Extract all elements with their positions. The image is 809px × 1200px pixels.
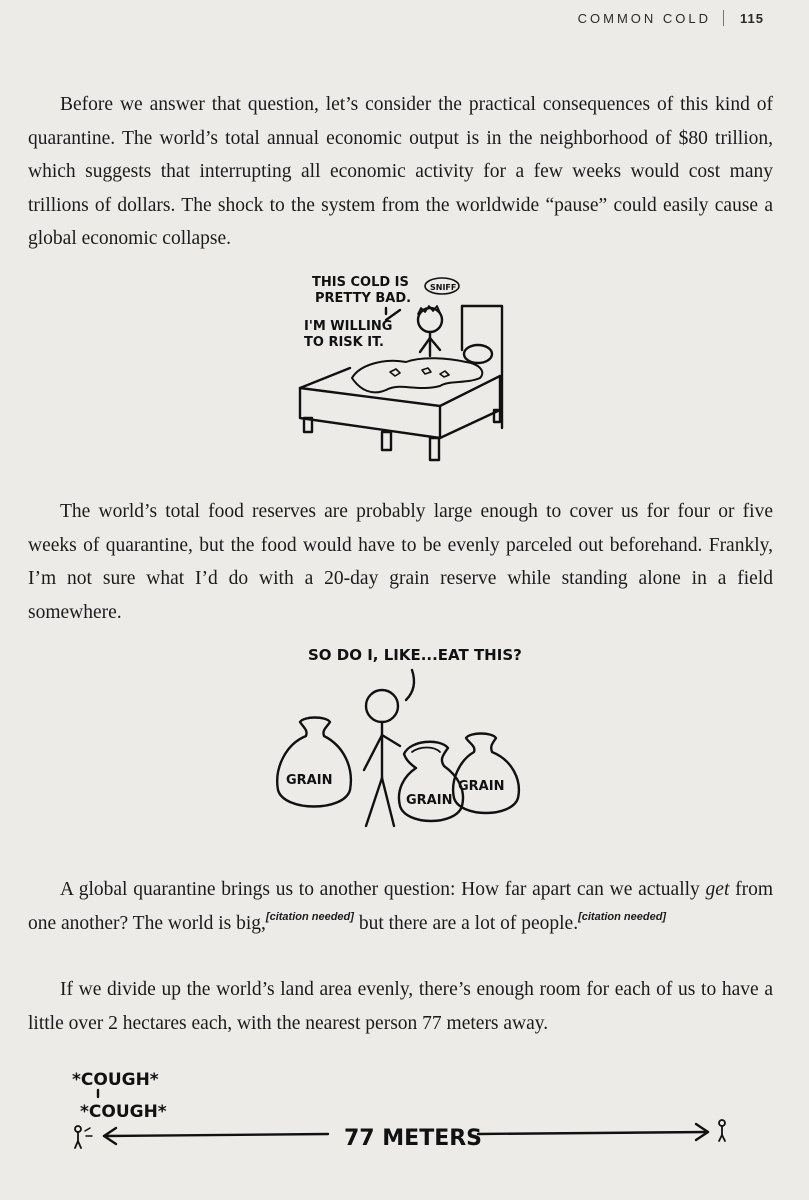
- distance-illustration: [60, 1055, 760, 1165]
- paragraph-text-part1: A global quarantine brings us to another question: How far apart can we actually: [60, 879, 706, 900]
- bed-speech-line2: PRETTY BAD.: [315, 291, 412, 306]
- grain-bag-right-label: GRAIN: [458, 779, 505, 794]
- citation-needed-1: [citation needed]: [265, 910, 354, 923]
- distance-label: 77 METERS: [344, 1126, 483, 1151]
- sniff-sound: SNIFF: [430, 283, 457, 292]
- grain-bag-middle-label: GRAIN: [406, 793, 453, 808]
- running-header: [578, 10, 764, 26]
- paragraph-economic-output: Before we answer that question, let’s consider the practical consequences of this kind of quarantine. The world’s total annual economic output is in the neighborhood of $80 trillion, which suggests that interrupting all economic activity for a few weeks would cost many trillions of dollars. The shock to the system from the worldwide “pause” could easily cause a global economic collapse.: [28, 94, 773, 249]
- header-divider: [723, 10, 724, 26]
- bed-illustration: [290, 268, 520, 468]
- citation-needed-2: [citation needed]: [578, 910, 667, 923]
- paragraph-text-part2: from one another? The world is big,: [28, 879, 774, 934]
- grain-speech: SO DO I, LIKE...EAT THIS?: [308, 646, 522, 664]
- paragraph-how-far-apart: [28, 873, 773, 940]
- cough-text-1: *COUGH*: [72, 1070, 159, 1090]
- paragraph-land-area: If we divide up the world’s land area evenly, there’s enough room for each of us to have a little over 2 hectares each, with the nearest person 77 meters away.: [28, 979, 773, 1034]
- cough-text-2: *COUGH*: [80, 1102, 167, 1122]
- comic-bed-money: [290, 268, 520, 468]
- paragraph-text-part3: but there are a lot of people.: [353, 912, 579, 934]
- chapter-title: COMMON COLD: [577, 10, 712, 26]
- grain-bag-left-label: GRAIN: [286, 773, 333, 788]
- paragraph-food-reserves: The world’s total food reserves are probably large enough to cover us for four or five weeks of quarantine, but the food would have to be evenly parceled out beforehand. Frankly, I’m not sure what I’d do with a 20-day grain reserve while standing alone in a field somewhere.: [28, 501, 773, 623]
- comic-distance: [60, 1055, 760, 1165]
- grain-illustration: [270, 640, 540, 835]
- bed-speech-line1: THIS COLD IS: [312, 275, 409, 290]
- emphasis-get: get: [705, 879, 730, 900]
- page-number: 115: [740, 10, 764, 26]
- comic-grain: [270, 640, 540, 835]
- bed-speech-line4: TO RISK IT.: [304, 335, 384, 350]
- bed-speech-line3: I'M WILLING: [304, 319, 393, 334]
